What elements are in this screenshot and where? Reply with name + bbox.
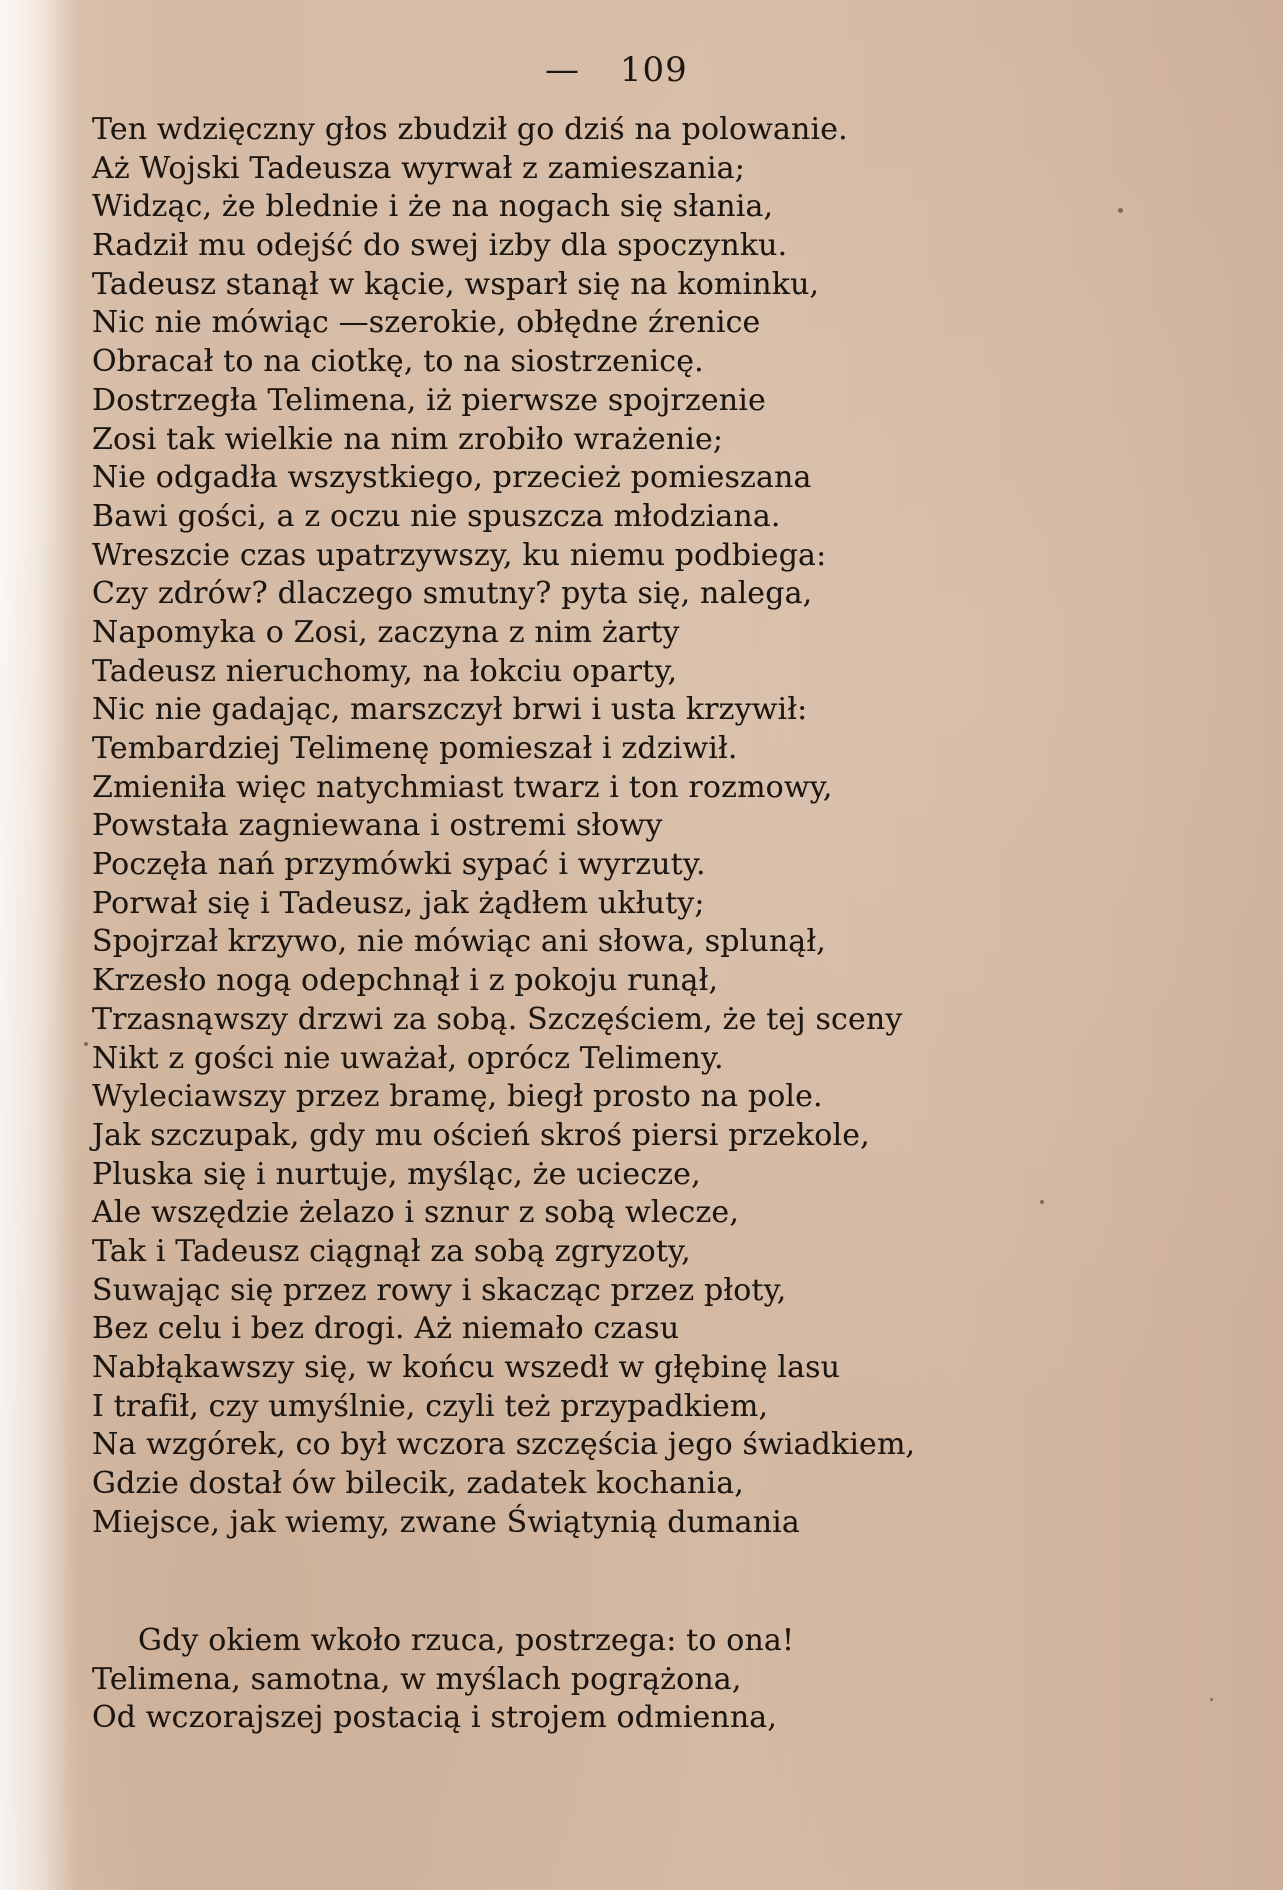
- verse-line: Powstała zagniewana i ostremi słowy: [92, 808, 663, 844]
- verse-line: Od wczorajszej postacią i strojem odmienna,: [92, 1700, 778, 1736]
- paper-speck: [84, 1042, 88, 1046]
- verse-line: Nic nie mówiąc —szerokie, obłędne źrenice: [92, 305, 761, 341]
- page-number-header: [545, 50, 688, 90]
- verse-line: Gdzie dostał ów bilecik, zadatek kochania,: [92, 1466, 744, 1502]
- verse-line: Nikt z gości nie uważał, oprócz Telimeny.: [92, 1040, 724, 1076]
- verse-stanza-1: [92, 111, 915, 1542]
- verse-line: Tadeusz nieruchomy, na łokciu oparty,: [92, 653, 678, 689]
- verse-line: Na wzgórek, co był wczora szczęścia jego świadkiem,: [92, 1427, 916, 1463]
- verse-line: Gdy okiem wkoło rzuca, postrzega: to ona!: [138, 1623, 795, 1658]
- verse-line: Wreszcie czas upatrzywszy, ku niemu podbiega:: [92, 537, 827, 573]
- verse-line: Pluska się i nurtuje, myśląc, że ucieczе,: [92, 1156, 701, 1192]
- verse-line: Wyleciawszy przez bramę, biegł prosto na pole.: [92, 1079, 823, 1115]
- page-edge-shading: [0, 0, 70, 1890]
- verse-line: Nie odgadła wszystkiego, przecież pomieszana: [92, 460, 812, 496]
- verse-line: Bez celu i bez drogi. Aż niemało czasu: [92, 1311, 680, 1347]
- verse-line: Zosi tak wielkie na nim zrobiło wrażenie;: [92, 421, 724, 457]
- verse-line: Zmieniła więc natychmiast twarz i ton rozmowy,: [92, 769, 833, 805]
- verse-line: Bawi gości, a z oczu nie spuszcza młodziana.: [92, 498, 781, 534]
- verse-line: Obracał to na ciotkę, to na siostrzenicę.: [92, 344, 704, 380]
- verse-line: Nic nie gadając, marszczył brwi i usta krzywił:: [92, 692, 808, 728]
- verse-line: Tak i Tadeusz ciągnął za sobą zgryzoty,: [92, 1233, 691, 1269]
- verse-line: Widząc, że blednie i że na nogach się słania,: [92, 189, 774, 225]
- verse-line: Radził mu odejść do swej izby dla spoczynku.: [92, 228, 788, 264]
- paper-speck: [1040, 1200, 1044, 1204]
- verse-line: Spojrzał krzywo, nie mówiąc ani słowa, splunął,: [92, 924, 826, 960]
- paper-speck: [1118, 208, 1123, 213]
- paper-speck: [1210, 1698, 1213, 1701]
- verse-line: Krzesło nogą odepchnął i z pokoju runął,: [92, 963, 719, 999]
- verse-line: Jak szczupak, gdy mu oścień skroś piersi przekole,: [92, 1117, 870, 1153]
- verse-line: I trafił, czy umyślnie, czyli też przypadkiem,: [92, 1388, 769, 1424]
- verse-line: Trzasnąwszy drzwi za sobą. Szczęściem, że tej sceny: [92, 1001, 903, 1037]
- verse-line: Suwając się przez rowy i skacząc przez płoty,: [92, 1272, 787, 1308]
- verse-line: Nabłąkawszy się, w końcu wszedł w głębinę lasu: [92, 1350, 841, 1385]
- verse-stanza-2: [92, 1622, 794, 1738]
- verse-line: Napomyka o Zosi, zaczyna z nim żarty: [92, 614, 680, 650]
- verse-line: Poczęła nań przymówki sypać i wyrzuty.: [92, 847, 706, 883]
- verse-line: Telimena, samotna, w myślach pogrążona,: [92, 1661, 742, 1697]
- page-number-dash: —: [545, 50, 580, 90]
- verse-line: Tadeusz stanął w kącie, wsparł się na kominku,: [92, 266, 820, 302]
- verse-line: Ten wdzięczny głos zbudził go dziś na polowanie.: [92, 112, 848, 147]
- page-number: 109: [619, 50, 688, 90]
- verse-line: Tembardziej Telimenę pomieszał i zdziwił.: [92, 731, 738, 766]
- verse-line: Ale wszędzie żelazo i sznur z sobą wlecze,: [92, 1195, 740, 1231]
- verse-line: Miejsce, jak wiemy, zwane Świątynią dumania: [92, 1504, 800, 1540]
- verse-line: Dostrzegła Telimena, iż pierwsze spojrzenie: [92, 382, 766, 418]
- verse-line: Czy zdrów? dlaczego smutny? pyta się, nalega,: [92, 576, 813, 612]
- verse-line: Aż Wojski Tadeusza wyrwał z zamieszania;: [92, 150, 745, 186]
- verse-line: Porwał się i Tadeusz, jak żądłem ukłuty;: [92, 885, 705, 921]
